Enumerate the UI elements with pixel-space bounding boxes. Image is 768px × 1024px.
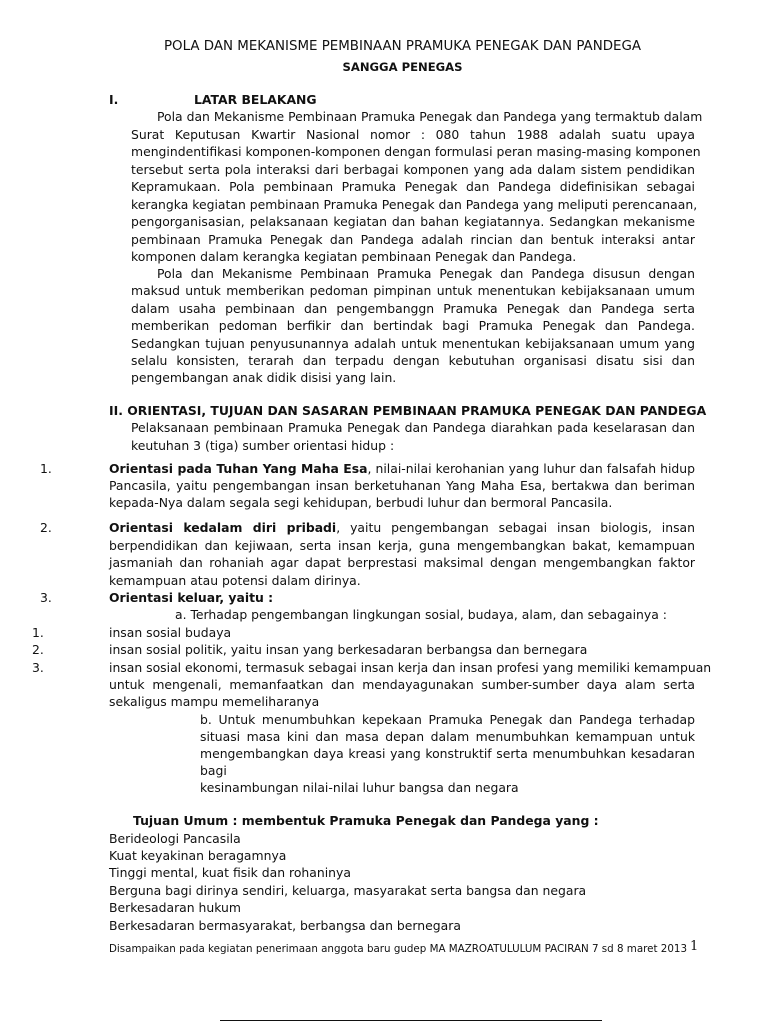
paragraph-line: mengindentifikasi komponen-komponen dengan formulasi peran masing-masing komponen (131, 144, 701, 159)
list-item: insan sosial politik, yaitu insan yang berkesadaran berbangsa dan bernegara (109, 642, 588, 657)
paragraph-line: kepada-Nya dalam segala segi kehidupan, berbudi luhur dan bermoral Pancasila. (109, 495, 613, 510)
list-item (109, 460, 695, 478)
paragraph-line: kemampuan atau potensi dalam dirinya. (109, 573, 361, 588)
paragraph-line: selalu konsisten, terarah dan terpadu dengan kebutuhan organisasi disatu sisi dan (131, 353, 695, 368)
list-item-bold: Orientasi kedalam diri pribadi (109, 520, 337, 535)
list-number: 3. (32, 660, 44, 675)
paragraph-line: pengembangan anak didik disisi yang lain. (131, 370, 397, 385)
list-item: Berguna bagi dirinya sendiri, keluarga, masyarakat serta bangsa dan negara (109, 883, 587, 898)
footer-text: Disampaikan pada kegiatan penerimaan anggota baru gudep MA MAZROATULULUM PACIRAN 7 sd 8 maret 2013 (109, 943, 687, 955)
sub-item-b: b. Untuk menumbuhkan kepekaan Pramuka Penegak dan Pandega terhadap (200, 712, 695, 727)
list-number: 3. (40, 590, 52, 605)
list-item: Berkesadaran hukum (109, 900, 241, 915)
list-item-bold: Orientasi pada Tuhan Yang Maha Esa (109, 461, 368, 476)
paragraph-line: Sedangkan tujuan penyusunannya adalah untuk menentukan kebijaksanaan umum yang (131, 336, 695, 351)
list-item: Tinggi mental, kuat fisik dan rohaninya (109, 865, 351, 880)
list-item: Kuat keyakinan beragamnya (109, 848, 287, 863)
paragraph-line: kerangka kegiatan pembinaan Pramuka Penegak dan Pandega yang meliputi perencanaan, (131, 197, 698, 212)
list-number: 2. (40, 520, 52, 535)
footer-divider (220, 1020, 602, 1021)
list-item: insan sosial ekonomi, termasuk sebagai insan kerja dan insan profesi yang memiliki kemampuan (109, 660, 712, 675)
paragraph-line: kesinambungan nilai-nilai luhur bangsa dan negara (200, 780, 519, 795)
paragraph-line: dalam usaha pembinaan dan pengembanggn Pramuka Penegak dan Pandega serta (131, 301, 695, 316)
section-heading: LATAR BELAKANG (194, 92, 317, 107)
paragraph-line: Kepramukaan. Pola pembinaan Pramuka Penegak dan Pandega didefinisikan sebagai (131, 179, 695, 194)
list-item: Berideologi Pancasila (109, 831, 241, 846)
paragraph-line: tersebut serta pola interaksi dari berbagai komponen yang ada dalam sistem pendidikan (131, 162, 695, 177)
list-item: insan sosial budaya (109, 625, 232, 640)
sub-item-a: a. Terhadap pengembangan lingkungan sosial, budaya, alam, dan sebagainya : (175, 607, 667, 622)
tujuan-heading: Tujuan Umum : membentuk Pramuka Penegak dan Pandega yang : (133, 813, 599, 828)
list-number: 1. (32, 625, 44, 640)
paragraph-line: bagi (200, 763, 227, 778)
page-subtitle: SANGGA PENEGAS (342, 60, 463, 74)
paragraph-line: mengembangkan daya kreasi yang konstruktif serta menumbuhkan kesadaran (200, 746, 695, 761)
list-item: Berkesadaran bermasyarakat, berbangsa dan bernegara (109, 918, 461, 933)
page-number: 1 (690, 939, 699, 954)
paragraph-line: Pola dan Mekanisme Pembinaan Pramuka Penegak dan Pandega yang termaktub dalam (157, 109, 703, 124)
page-title: POLA DAN MEKANISME PEMBINAAN PRAMUKA PENEGAK DAN PANDEGA (163, 39, 642, 54)
paragraph-line: memberikan pedoman berfikir dan bertindak bagi Pramuka Penegak dan Pandega. (131, 318, 695, 333)
list-item-text: , yaitu pengembangan sebagai insan biologis, insan (336, 520, 696, 535)
paragraph-line: Pola dan Mekanisme Pembinaan Pramuka Penegak dan Pandega disusun dengan (157, 266, 695, 281)
paragraph-line: situasi masa kini dan masa depan dalam menumbuhkan kemampuan untuk (200, 729, 695, 744)
paragraph-line: keutuhan 3 (tiga) sumber orientasi hidup : (131, 438, 395, 453)
list-number: 2. (32, 642, 44, 657)
paragraph-line: Surat Keputusan Kwartir Nasional nomor : 080 tahun 1988 adalah suatu upaya (131, 127, 695, 142)
paragraph-line: sekaligus mampu memeliharanya (109, 694, 320, 709)
paragraph-line: jasmaniah dan rohaniah agar dapat berprestasi maksimal dengan mengembangkan faktor (109, 555, 695, 570)
section-number: I. (109, 92, 119, 107)
paragraph-line: berpendidikan dan kejiwaan, serta insan kerja, guna mengembangkan bakat, kemampuan (109, 538, 695, 553)
paragraph-line: Pancasila, yaitu pengembangan insan berketuhanan Yang Maha Esa, bertakwa dan beriman (109, 478, 695, 493)
list-number: 1. (40, 461, 52, 476)
list-item-bold: Orientasi keluar, yaitu : (109, 590, 274, 605)
list-item (109, 519, 695, 537)
paragraph-line: komponen dalam kerangka kegiatan pembinaan Penegak dan Pandega. (131, 249, 577, 264)
paragraph-line: maksud untuk memberikan pedoman pimpinan untuk menentukan kebijaksanaan umum (131, 283, 695, 298)
paragraph-line: pembinaan Pramuka Penegak dan Pandega adalah rincian dan bentuk interaksi antar (131, 232, 695, 247)
list-item-text: , nilai-nilai kerohanian yang luhur dan falsafah hidup (367, 461, 695, 476)
paragraph-line: Pelaksanaan pembinaan Pramuka Penegak dan Pandega diarahkan pada keselarasan dan (131, 420, 695, 435)
section-heading: II. ORIENTASI, TUJUAN DAN SASARAN PEMBINAAN PRAMUKA PENEGAK DAN PANDEGA (109, 403, 707, 418)
paragraph-line: untuk mengenali, memanfaatkan dan mendayagunakan sumber-sumber daya alam serta (109, 677, 695, 692)
paragraph-line: pengorganisasian, pelaksanaan kegiatan dan bahan kegiatannya. Sedangkan mekanisme (131, 214, 695, 229)
